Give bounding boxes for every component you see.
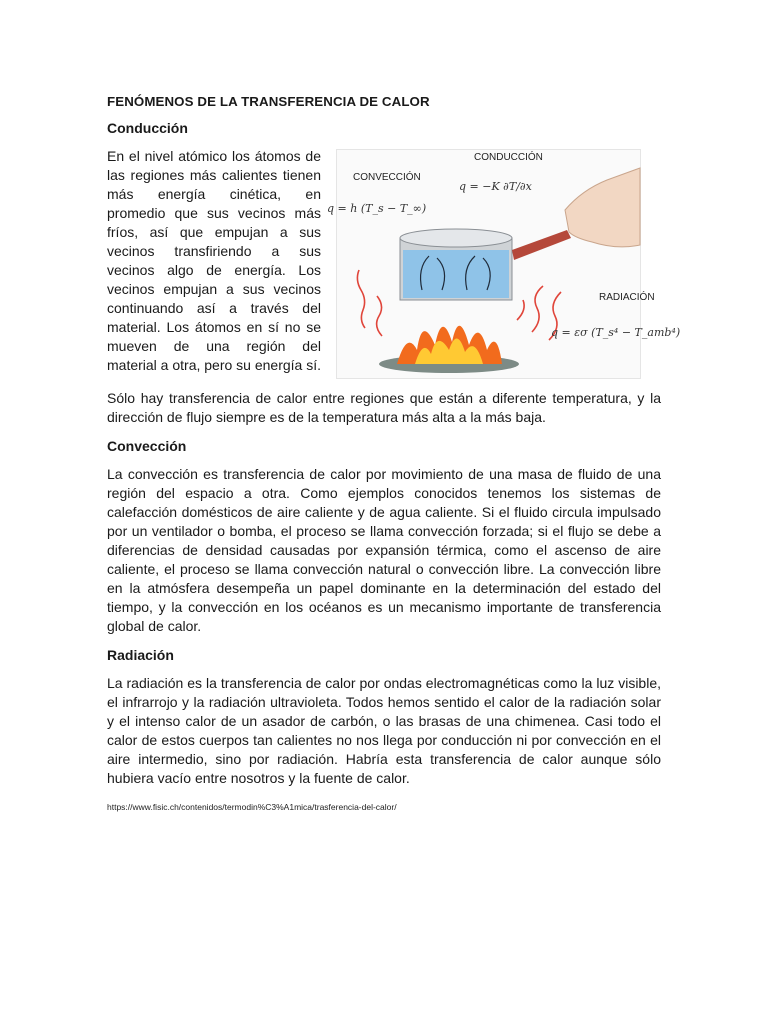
- label-convection: CONVECCIÓN: [353, 172, 421, 183]
- conduction-after-paragraph: Sólo hay transferencia de calor entre regiones que están a diferente temperatura, y la dirección de flujo siempre es de la temperatura más alta a la más baja.: [107, 390, 661, 425]
- pot-handle: [512, 230, 571, 260]
- flames-icon: [397, 326, 502, 364]
- heat-transfer-illustration: [327, 150, 681, 378]
- conduction-paragraph: En el nivel atómico los átomos de las regiones más calientes tienen más energía cinética, en promedio que sus vecinos más fríos, así que empujan a sus vecinos transfiriendo a sus vecinos algo de energía. Los vecinos empujan a sus vecinos continuando así a través del material. Los átomos en sí no se mueven de una región del material a otra, pero su energía sí.: [107, 148, 321, 373]
- label-conduction: CONDUCCIÓN: [474, 152, 543, 163]
- convection-paragraph: La convección es transferencia de calor por movimiento de una masa de fluido de una región del espacio a otra. Como ejemplos conocidos tenemos los sistemas de calefacción domésticos de aire caliente y de agua caliente. Si el fluido circula impulsado por un ventilador o bomba, el proceso se llama convección forzada; si el flujo se debe a diferencias de densidad causadas por expansión térmica, como el ascenso de aire caliente, el proceso se llama convección natural o convección libre. La convección libre en la atmósfera desempeña un papel dominante en la determinación del estado del tiempo, y la convección en los océanos es un mecanismo importante de transferencia global de calor.: [107, 466, 661, 634]
- label-radiation: RADIACIÓN: [599, 292, 655, 303]
- document-page: [107, 92, 681, 817]
- radiation-heading: Radiación: [107, 647, 174, 663]
- document-title: FENÓMENOS DE LA TRANSFERENCIA DE CALOR: [107, 94, 430, 109]
- equation-conduction: q = −K ∂T/∂x: [459, 180, 532, 193]
- hand-icon: [565, 168, 640, 247]
- convection-heading: Convección: [107, 438, 187, 454]
- conduction-heading: Conducción: [107, 120, 188, 136]
- pot-rim: [400, 229, 512, 247]
- radiation-paragraph: La radiación es la transferencia de calor por ondas electromagnéticas como la luz visible, el infrarrojo y la radiación ultravioleta. Todos hemos sentido el calor de la radiación solar y el intenso calor de un asador de carbón, o las brasas de una chimenea. Casi todo el calor de estos cuerpos tan calientes no nos llega por conducción ni por convección en el aire intermedio, sino por radiación. Habría esta transferencia de calor aunque sólo hubiera vacío entre nosotros y la fuente de calor.: [107, 675, 661, 786]
- conduction-section: [107, 119, 681, 389]
- pot-water: [403, 250, 509, 298]
- heat-transfer-figure: [327, 149, 681, 379]
- equation-radiation: q = εσ (T_s⁴ − T_amb⁴): [551, 326, 681, 339]
- equation-convection: q = h (T_s − T_∞): [327, 202, 427, 215]
- source-link[interactable]: https://www.fisic.ch/contenidos/termodin%C3%A1mica/trasferencia-del-calor/: [107, 802, 397, 812]
